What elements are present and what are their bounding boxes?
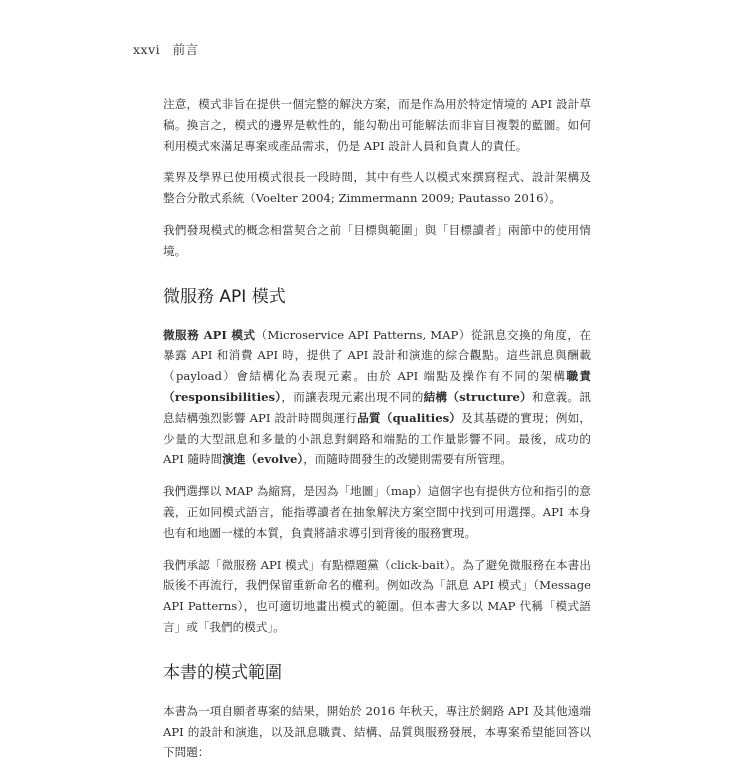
map-paragraph-2: 我們選擇以 MAP 為縮寫，是因為「地圖」（map）這個字也有提供方位和指引的意義，正如同模式語言，能指導讀者在抽象解決方案空間中找到可用選擇。API 本身也有和地圖一樣的本質，負責將請求導引到背後的服務實現。 — [163, 484, 591, 540]
page-body — [163, 94, 591, 774]
map-paragraph-3: 我們承認「微服務 API 模式」有點標題黨（click-bait）。為了避免微服務在本書出版後不再流行，我們保留重新命名的權利。例如改為「訊息 API 模式」（Message API Patterns），也可適切地畫出模式的範圍。但本書大多以 MAP 代稱「模式語言」或「我們的模式」。 — [163, 557, 591, 634]
intro-paragraph-2: 業界及學界已使用模式很長一段時間，其中有些人以模式來撰寫程式、設計架構及整合分散式系統（Voelter 2004; Zimmermann 2009; Pautasso 2016）。 — [163, 170, 591, 206]
section-heading-map: 微服務 API 模式 — [163, 286, 286, 307]
intro-paragraph-1: 注意，模式非旨在提供一個完整的解決方案，而是作為用於特定情境的 API 設計草稿。換言之，模式的邊界是軟性的，能勾勒出可能解法而非盲目複製的藍圖。如何利用模式來滿足專案或產品需求，仍是 API 設計人員和負責人的責任。 — [163, 97, 591, 153]
term-qualities: 品質（qualities） — [357, 410, 462, 425]
running-header — [133, 40, 199, 58]
term-structure: 結構（structure） — [423, 389, 532, 404]
section-heading-scope: 本書的模式範圍 — [163, 662, 282, 683]
term-responsibilities: 職責（responsibilities） — [163, 369, 591, 404]
intro-paragraph-3: 我們發現模式的概念相當契合之前「目標與範圍」與「目標讀者」兩節中的使用情境。 — [163, 222, 591, 258]
term-map: 微服務 API 模式 — [163, 327, 256, 342]
term-evolve: 演進（evolve） — [222, 452, 304, 467]
running-header-section: 前言 — [172, 42, 199, 57]
scope-paragraph-1: 本書為一項自願者專案的結果，開始於 2016 年秋天，專注於網路 API 及其他遠端 API 的設計和演進，以及訊息職責、結構、品質與服務發展，本專案希望能回答以下問題： — [163, 703, 591, 760]
map-paragraph-1: 微服務 API 模式（Microservice API Patterns, MAP）從訊息交換的角度，在暴露 API 和消費 API 時，提供了 API 設計和演進的綜合觀點。這些訊息與酬載（payload）會結構化為表現元素。由於 API 端點及操作有不同的架構職責（responsibilities），而讓表現元素出現不同的結構（structure）和意義。訊息結構強烈影響 API 設計時間與運行品質（qualities）及其基礎的實現；例如，少量的大型訊息和多量的小訊息對網路和端點的工作量影響不同。最後，成功的 API 隨時間演進（evolve），而隨時間發生的改變則需要有所管理。 — [163, 327, 591, 467]
page-number: xxvi — [133, 42, 161, 57]
